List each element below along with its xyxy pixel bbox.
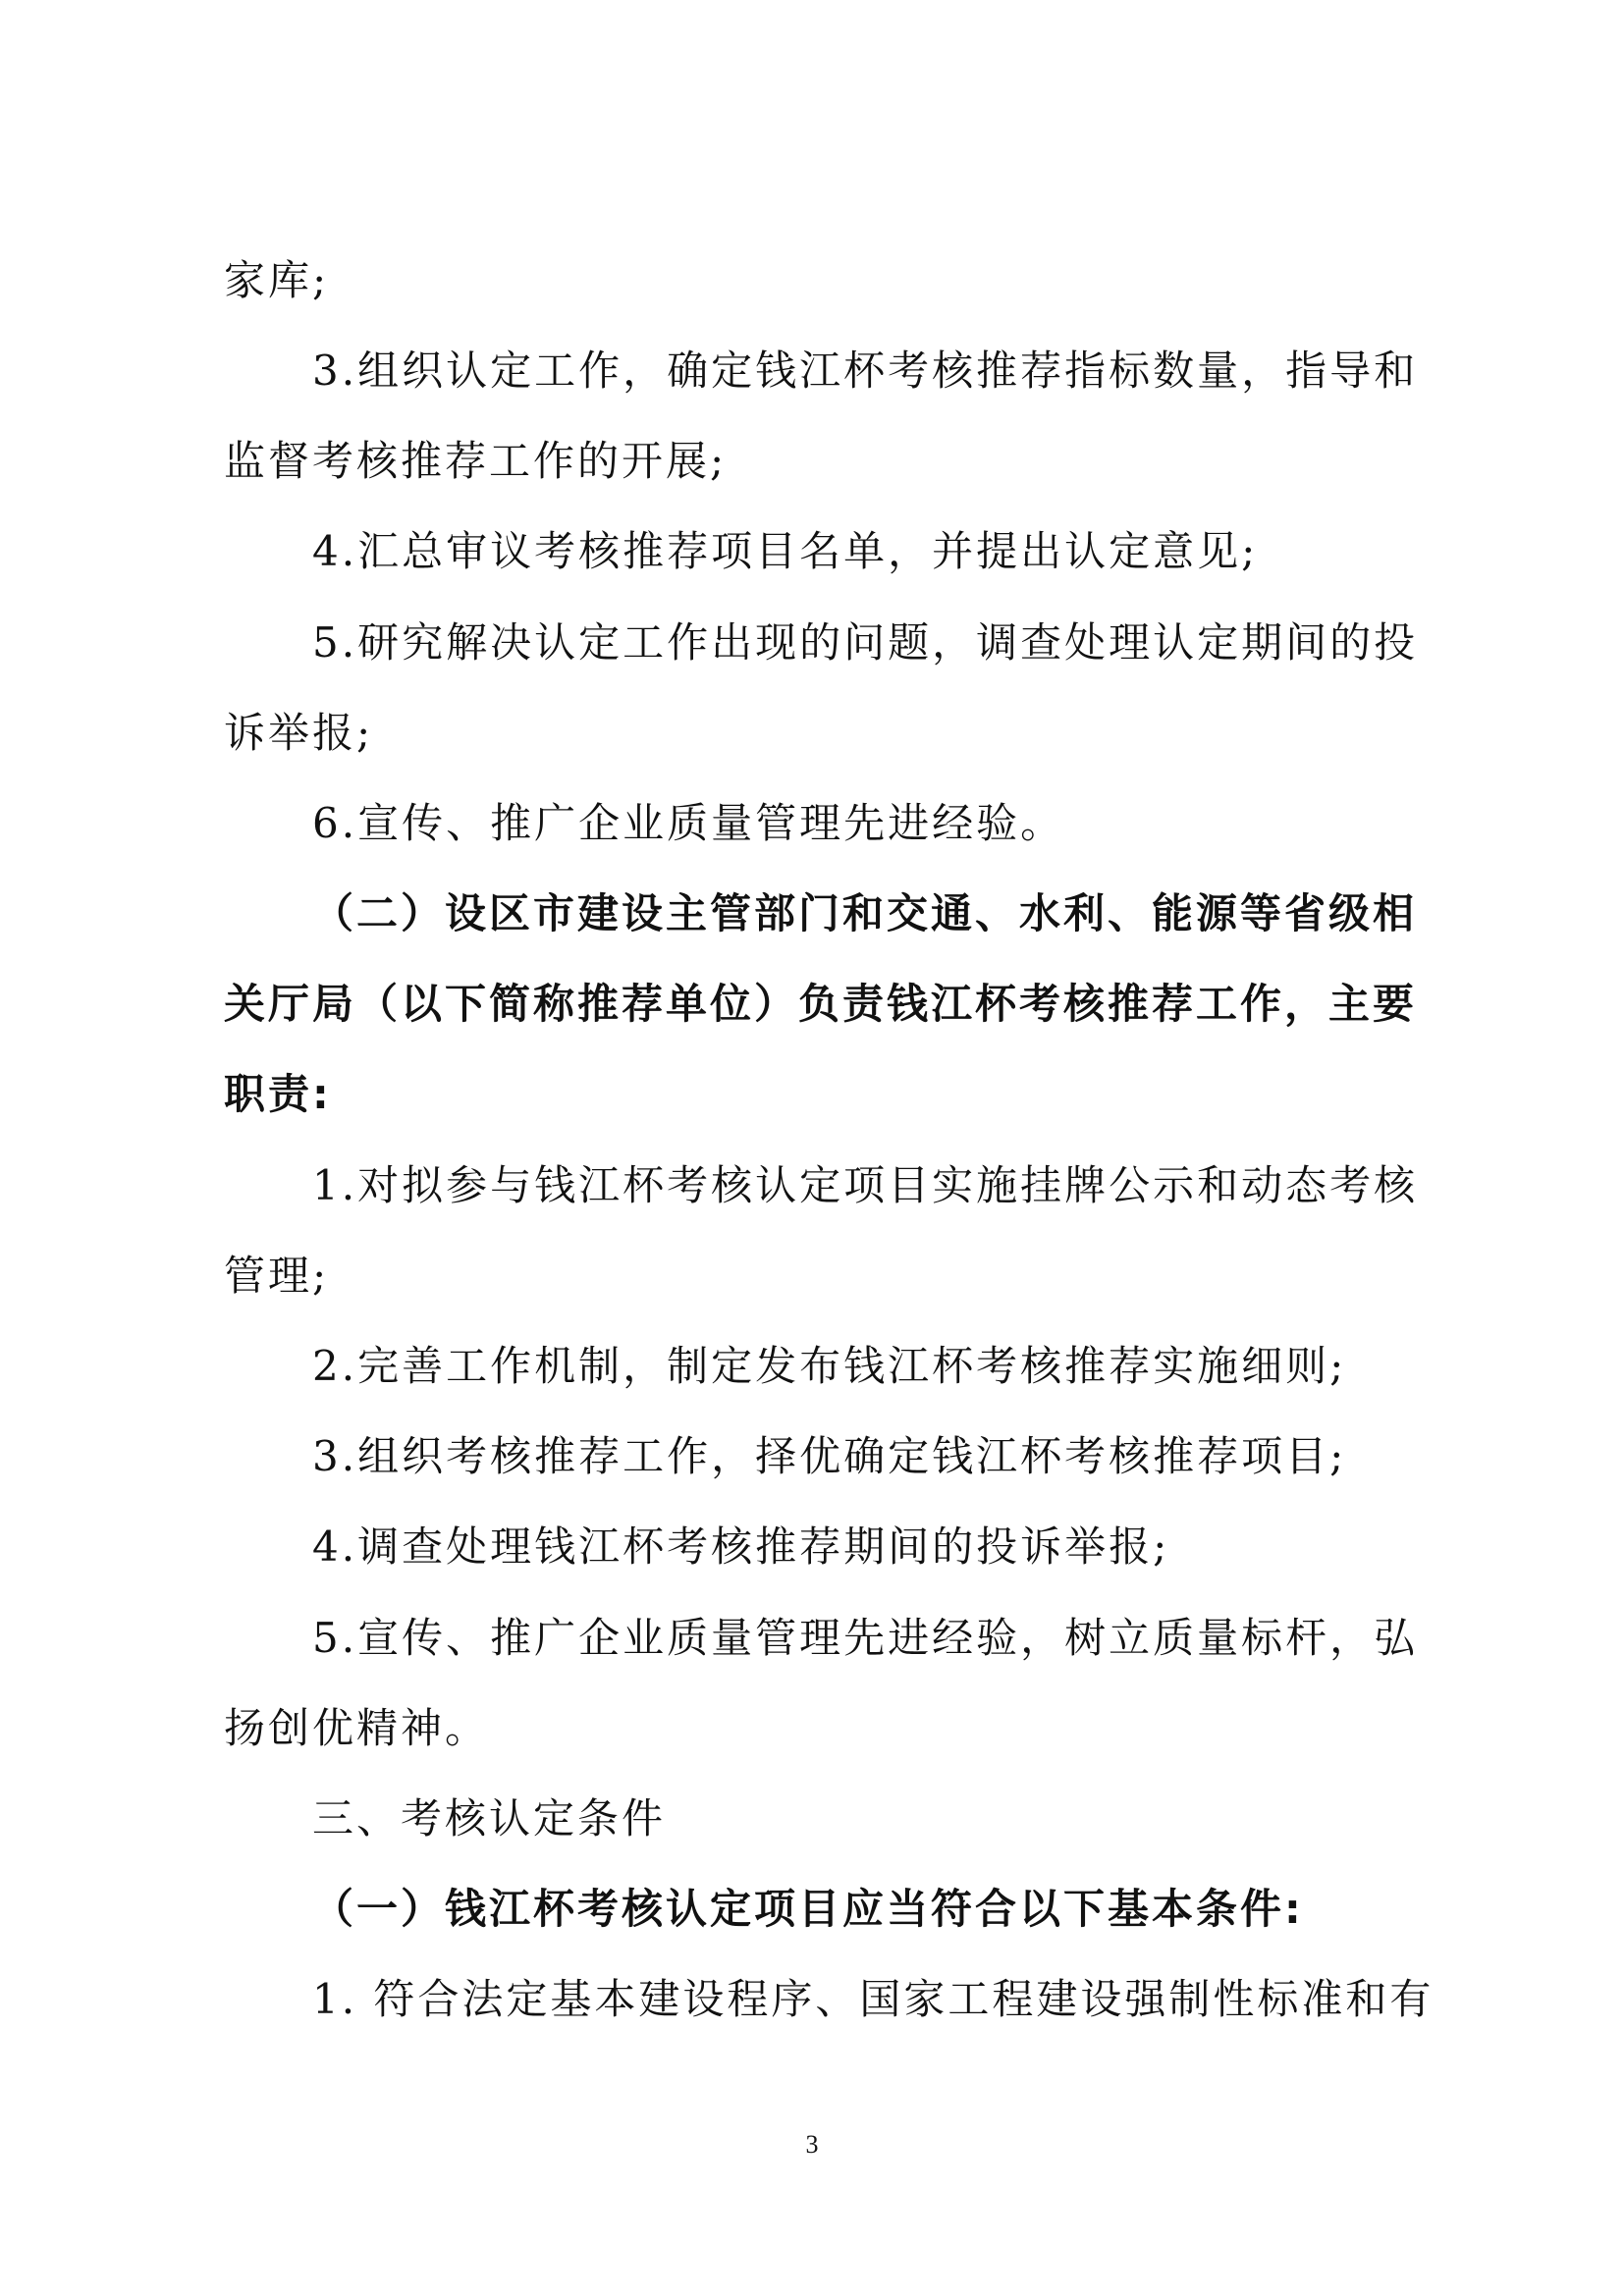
text-line-17: 扬创优精神。 (224, 1704, 490, 1752)
text-line-3: 监督考核推荐工作的开展; (224, 437, 728, 485)
section-heading-3: 三、考核认定条件 (312, 1794, 667, 1842)
text-line-13: 2.完善工作机制，制定发布钱江杯考核推荐实施细则; (312, 1342, 1347, 1390)
subsection-heading-1: （一）钱江杯考核认定项目应当符合以下基本条件: (312, 1885, 1304, 1933)
page-number: 3 (805, 2130, 819, 2159)
text-line-9: 关厅局（以下简称推荐单位）负责钱江杯考核推荐工作，主要 (224, 980, 1418, 1028)
text-line-20: 1. 符合法定基本建设程序、国家工程建设强制性标准和有 (312, 1975, 1435, 2023)
text-line-7: 6.宣传、推广企业质量管理先进经验。 (312, 799, 1065, 847)
text-line-6: 诉举报; (224, 709, 374, 757)
section-heading-2: （二）设区市建设主管部门和交通、水利、能源等省级相 (312, 889, 1418, 937)
text-line-4: 4.汇总审议考核推荐项目名单，并提出认定意见; (312, 527, 1259, 575)
text-line-16: 5.宣传、推广企业质量管理先进经验，树立质量标杆，弘 (312, 1614, 1419, 1662)
text-line-5: 5.研究解决认定工作出现的问题，调查处理认定期间的投 (312, 618, 1419, 667)
text-line-2: 3.组织认定工作，确定钱江杯考核推荐指标数量，指导和 (312, 347, 1419, 395)
text-line-14: 3.组织考核推荐工作，择优确定钱江杯考核推荐项目; (312, 1432, 1347, 1480)
text-line-10: 职责: (224, 1070, 332, 1118)
text-line-12: 管理; (224, 1252, 330, 1300)
text-line-1: 家库; (224, 256, 330, 304)
text-line-11: 1.对拟参与钱江杯考核认定项目实施挂牌公示和动态考核 (312, 1161, 1419, 1209)
text-line-15: 4.调查处理钱江杯考核推荐期间的投诉举报; (312, 1522, 1170, 1571)
